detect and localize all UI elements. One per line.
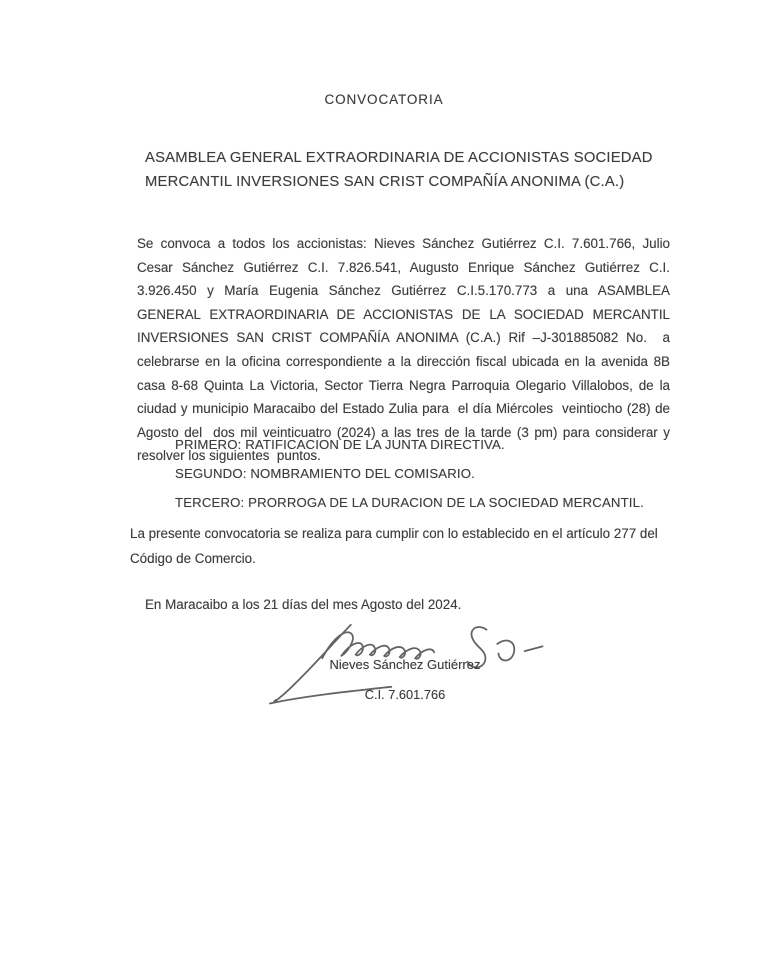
closing-paragraph: La presente convocatoria se realiza para cumplir con lo establecido en el artículo 277 del Código de Comercio.	[130, 526, 658, 566]
signatory-name: Nieves Sánchez Gutiérrez	[329, 657, 481, 672]
heading-line-1: ASAMBLEA GENERAL EXTRAORDINARIA DE ACCIONISTAS SOCIEDAD	[145, 150, 653, 166]
body-paragraph: Se convoca a todos los accionistas: Nieves Sánchez Gutiérrez C.I. 7.601.766, Julio Cesar Sánchez Gutiérrez C.I. 7.826.541, Augusto Enrique Sánchez Gutiérrez C.I. 3.926.450 y María Eugenia Sánchez Gutiérrez C.I.5.170.773 a una ASAMBLEA GENERAL EXTRAORDINARIA DE ACCIONISTAS DE LA SOCIEDAD MERCANTIL INVERSIONES SAN CRIST COMPAÑÍA ANONIMA (C.A.) Rif –J-301885082 No. a celebrarse en la oficina correspondiente a la dirección fiscal ubicada en la avenida 8B casa 8-68 Quinta La Victoria, Sector Tierra Negra Parroquia Olegario Villalobos, de la ciudad y municipio Maracaibo del Estado Zulia para el día Miércoles veintiocho (28) de Agosto del dos mil veinticuatro (2024) a las tres de la tarde (3 pm) para considerar y resolver los siguientes puntos.	[137, 236, 674, 464]
agenda-item-segundo: SEGUNDO: NOMBRAMIENTO DEL COMISARIO.	[175, 466, 475, 481]
heading-line-2: MERCANTIL INVERSIONES SAN CRIST COMPAÑÍA ANONIMA (C.A.)	[145, 174, 625, 190]
signature-block	[270, 613, 540, 723]
document-title: CONVOCATORIA	[324, 92, 444, 107]
signatory-id-number: C.I. 7.601.766	[364, 687, 446, 702]
agenda-list	[175, 437, 655, 524]
date-line: En Maracaibo a los 21 días del mes Agosto del 2024.	[145, 597, 462, 612]
agenda-item-tercero: TERCERO: PRORROGA DE LA DURACION DE LA SOCIEDAD MERCANTIL.	[175, 495, 644, 510]
agenda-item-primero: PRIMERO: RATIFICACION DE LA JUNTA DIRECTIVA.	[175, 437, 505, 452]
document-heading	[145, 146, 655, 194]
